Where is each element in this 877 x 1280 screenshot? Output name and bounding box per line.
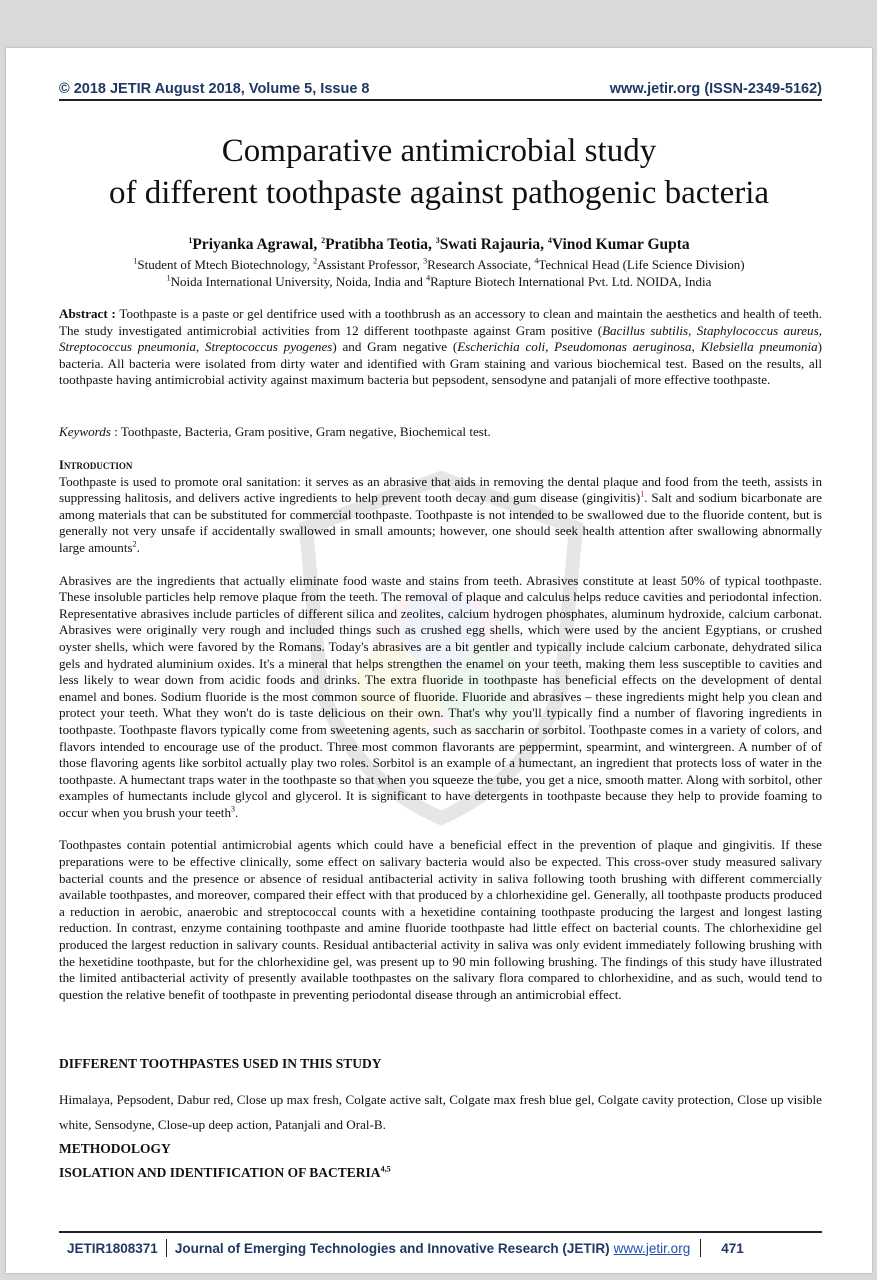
- intro-p1-b: . Salt and sodium bicarbonate are among materials that can be substituted for commercial toothpaste. Toothpaste is not intended to be swallowed due to the fluoride content, but is generally not very unsafe if accidentally swallowed in small amounts; however, one should seek health attention after swallowing abnormally large amounts: [59, 490, 822, 555]
- isolation-heading-text: ISOLATION AND IDENTIFICATION OF BACTERIA: [59, 1165, 381, 1181]
- footer-separator: [166, 1239, 167, 1257]
- toothpastes-heading: DIFFERENT TOOTHPASTES USED IN THIS STUDY: [59, 1056, 382, 1071]
- abstract-paragraph: [59, 306, 822, 389]
- abstract-section: [59, 306, 822, 389]
- title-line-2: of different toothpaste against pathogenic bacteria: [108, 175, 770, 211]
- footer-journal-name: Journal of Emerging Technologies and Innovative Research (JETIR): [174, 1240, 610, 1256]
- toothpastes-section: [59, 1056, 822, 1182]
- keywords-label: Keywords: [59, 424, 111, 439]
- footer-separator-2: [700, 1239, 701, 1257]
- author-list: $^1$Priyanka Agrawal, $^2$Pratibha Teotia, $^3$Swati Rajauria, $^4$Vinod Kumar Gupta: [188, 235, 690, 253]
- affiliation-3: Research Associate,: [427, 257, 535, 272]
- intro-p1-c: .: [136, 539, 140, 555]
- affiliation-1: Student of Mtech Biotechnology,: [137, 257, 314, 272]
- abstract-text-3: ) bacteria. All bacteria were isolated from dirty water and identified with Gram staining and various biochemical test. Based on the results, all toothpaste having antimicrobial activity against maximum bacteria but pepsodent, sensodyne and patanjali of more effective toothpaste.: [59, 339, 822, 388]
- author-4: Vinod Kumar Gupta: [551, 236, 690, 253]
- paper-title: [6, 130, 872, 214]
- introduction-section: [59, 457, 822, 1003]
- keywords-section: [59, 424, 822, 441]
- running-footer: [59, 1231, 822, 1257]
- intro-paragraph-2: Abrasives are the ingredients that actually eliminate food waste and stains from teeth. Abrasives constitute at least 50% of typical toothpaste. These insoluble particles help remove plaque from the teeth. The removal of plaque and calculus helps reduce cavities and periodontal infection. Representative abrasives include particles of different silica and zeolites, calcium hydrogen phosphates, aluminum hydroxide, calcium carbonat. Abrasives were originally very rough and included things such as crushed egg shells, which were used by the ancient Egyptians, or crushed oyster shells, which were favored by the Romans. Today's abrasives are a bit gentler and typically include calcium carbonate, dehydrated silica gels and hydrated aluminium oxides. It's a mineral that helps strengthen the enamel on your teeth, making them less susceptible to cavities and less likely to wear down from acidic foods and drinks. The extra fluoride in toothpaste has beneficial effects on the development of dental enamel and bones. Sodium fluoride is the most common source of fluoride. Fluoride and abrasives – these ingredients might help you clean and protect your teeth. What they won't do is taste delicious on their own. That's why you'll typically find a number of flavoring ingredients in toothpaste. Toothpaste flavors typically come from sweetening agents, such as saccharin or sorbitol. Toothpaste comes in a variety of colors, and flavors intended to encourage use of the product. Three most common flavorants are peppermint, spearmint, and wintergreen. A number of of those flavoring agents like sorbitol actually play two roles. Sorbitol is an example of a humectant, an ingredient that protects loss of water in the toothpaste. A humectant traps water in the toothpaste so that when you squeeze the tube, you get a nice, smooth matter. Along with sorbitol, other examples of humectants include glycol and glycerol. It is significant to have detergents in toothpaste because they help to provide foaming to occur when you brush your teeth$^3$.: [59, 572, 822, 820]
- gram-negative-species: Escherichia coli, Pseudomonas aeruginosa, Klebsiella pneumonia: [457, 339, 818, 355]
- header-website-issn: www.jetir.org (ISSN-2349-5162): [609, 81, 822, 97]
- running-header: [59, 81, 822, 101]
- intro-paragraph-1: Toothpaste is used to promote oral sanitation: it serves as an abrasive that aids in removing the dental plaque and food from the teeth, assists in suppressing halitosis, and delivers active ingredients to help prevent tooth decay and gum disease (gingivitis)$^1$. Salt and sodium bicarbonate are among materials that can be substituted for commercial toothpaste. Toothpaste is not intended to be swallowed due to the fluoride content, but is generally not very unsafe if accidentally swallowed in small amounts; however, one should seek health attention after swallowing abnormally large amounts$^2$.: [59, 473, 822, 555]
- title-line-1: Comparative antimicrobial study: [221, 133, 657, 169]
- footer-website-link[interactable]: www.jetir.org: [613, 1240, 691, 1256]
- affiliation-4: Technical Head (Life Science Division): [538, 257, 745, 272]
- abstract-label: Abstract :: [59, 306, 120, 321]
- intro-paragraph-3: Toothpastes contain potential antimicrobial agents which could have a beneficial effect in the prevention of plaque and gingivitis. If these preparations were to be effective clinically, some effect on salivary bacteria would also be expected. This cross-over study measured salivary bacterial counts and the presence or absence of residual antibacterial activity in saliva following tooth brushing with different commercially available toothpastes, and moreover, compared their effect with that produced by a chlorhexidine gel. Generally, all toothpaste products produced a reduction in aerobic, anaerobic and streptococcal counts with a hexetidine containing toothpaste producing the largest and longest lasting reduction. In contrast, enzyme containing toothpaste and amine fluoride toothpaste had little effect on bacterial counts. The chlorhexidine gel produced the largest reduction in salivary counts. Residual antibacterial activity in saliva was only evident immediately following brushing with the hexetidine toothpaste, but for the chlorhexidine gel, was present up to 90 min following brushing. The findings of this study have illustrated the limited antibacterial activity of presently available toothpastes on the salivary flora compared to chlorhexidine, and as such, would tend to question the relative benefit of toothpaste in preventing periodontal disease through an antimicrobial effect.: [59, 837, 822, 1002]
- institution-1: Noida International University, Noida, India and: [170, 274, 427, 289]
- header-copyright: © 2018 JETIR August 2018, Volume 5, Issue 8: [59, 81, 370, 97]
- intro-p2-text: Abrasives are the ingredients that actually eliminate food waste and stains from teeth. Abrasives constitute at least 50% of typical toothpaste. These insoluble particles help remove plaque from the teeth. The removal of plaque and calculus helps reduce cavities and periodontal infection. Representative abrasives include particles of different silica and zeolites, calcium hydrogen phosphates, aluminum hydroxide, calcium carbonat. Abrasives were originally very rough and included things such as crushed egg shells, which were used by the ancient Egyptians, or crushed oyster shells, which were favored by the Romans. Today's abrasives are a bit gentler and typically include calcium carbonate, dehydrated silica gels and hydrated aluminium oxides. It's a mineral that helps strengthen the enamel on your teeth, making them less susceptible to cavities and less likely to wear down from acidic foods and drinks. The extra fluoride in toothpaste has beneficial effects on the development of dental enamel and bones. Sodium fluoride is the most common source of fluoride. Fluoride and abrasives – these ingredients might help you clean and protect your teeth. What they won't do is taste delicious on their own. That's why you'll typically find a number of flavoring ingredients in toothpaste. Toothpaste flavors typically come from sweetening agents, such as saccharin or sorbitol. Toothpaste comes in a variety of colors, and flavors intended to encourage use of the product. Three most common flavorants are peppermint, spearmint, and wintergreen. A number of of those flavoring agents like sorbitol actually play two roles. Sorbitol is an example of a humectant, an ingredient that protects loss of water in the toothpaste. A humectant traps water in the toothpaste so that when you squeeze the tube, you get a nice, smooth matter. Along with sorbitol, other examples of humectants include glycol and glycerol. It is significant to have detergents in toothpaste because they help to provide foaming to occur when you brush your teeth: [59, 572, 822, 820]
- toothpastes-list: Himalaya, Pepsodent, Dabur red, Close up max fresh, Colgate active salt, Colgate max fresh blue gel, Colgate cavity protection, Close up visible white, Sensodyne, Close-up deep action, Patanjali and Oral-B.: [59, 1091, 822, 1132]
- gram-positive-species: Bacillus subtilis, Staphylococcus aureus, Streptococcus pneumonia, Streptococcus pyogenes: [59, 322, 822, 355]
- intro-p1-a: Toothpaste is used to promote oral sanitation: it serves as an abrasive that aids in removing the dental plaque and food from the teeth, assists in suppressing halitosis, and delivers active ingredients to help prevent tooth decay and gum disease (gingivitis): [59, 473, 822, 506]
- paper-page: [6, 48, 872, 1273]
- abstract-text-1: Toothpaste is a paste or gel dentifrice used with a toothbrush as an accessory to clean and maintain the aesthetics and health of teeth. The study investigated antimicrobial activities from 12 different toothpaste against Gram positive (: [59, 306, 822, 338]
- institution-2: Rapture Biotech International Pvt. Ltd. NOIDA, India: [430, 274, 712, 289]
- keywords-text: : Toothpaste, Bacteria, Gram positive, Gram negative, Biochemical test.: [110, 424, 491, 439]
- affiliation-line-1: $^1$Student of Mtech Biotechnology, $^2$Assistant Professor, $^3$Research Associate, $^4$Technical Head (Life Science Division): [133, 256, 745, 272]
- intro-p2-end: .: [235, 804, 239, 820]
- author-3: Swati Rajauria,: [439, 236, 548, 253]
- author-2: Pratibha Teotia,: [325, 236, 436, 253]
- footer-page-number: 471: [721, 1240, 744, 1256]
- affiliation-line-2: $^1$Noida International University, Noida, India and $^4$Rapture Biotech International Pvt. Ltd. NOIDA, India: [166, 273, 712, 289]
- isolation-heading: ISOLATION AND IDENTIFICATION OF BACTERIA$^{4,5}$: [59, 1164, 391, 1181]
- footer-article-id: JETIR1808371: [67, 1240, 158, 1256]
- affiliation-2: Assistant Professor,: [317, 257, 424, 272]
- author-1: Priyanka Agrawal,: [192, 236, 322, 253]
- abstract-text-2: ) and Gram negative (: [332, 339, 458, 355]
- introduction-heading: Introduction: [59, 458, 133, 472]
- methodology-heading: METHODOLOGY: [59, 1140, 171, 1156]
